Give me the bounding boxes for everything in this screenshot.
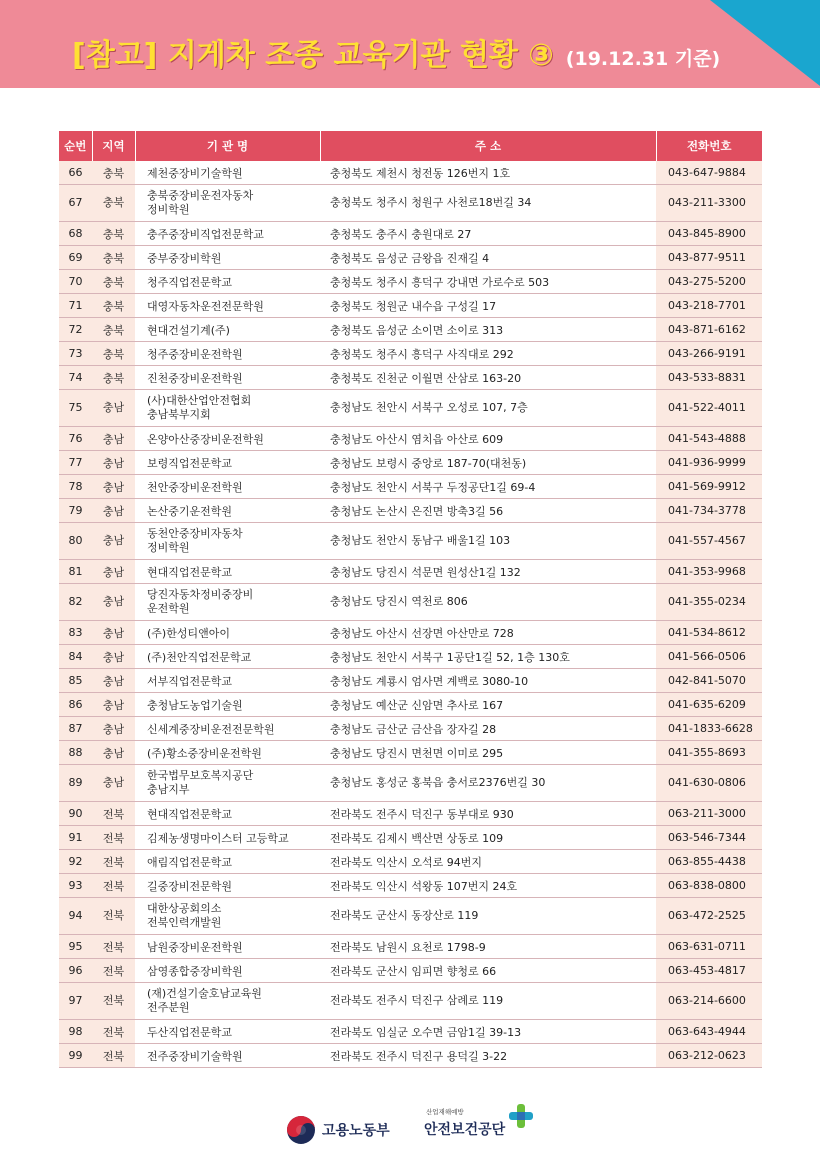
row-phone: 041-635-6209 [656,693,762,717]
row-institution-name: 두산직업전문학교 [135,1020,320,1044]
table-row [59,584,762,621]
row-region: 충북 [92,366,135,390]
row-institution-name: 보령직업전문학교 [135,451,320,475]
row-institution-name: 서부직업전문학교 [135,669,320,693]
row-region: 충남 [92,451,135,475]
row-number: 76 [59,427,92,451]
kosha-subtitle: 산업재해예방 [426,1108,464,1116]
row-phone: 063-212-0623 [656,1044,762,1068]
row-number: 74 [59,366,92,390]
footer [0,1105,820,1159]
row-address: 충청남도 아산시 선장면 아산만로 728 [320,621,656,645]
row-institution-name: 제천중장비기술학원 [135,161,320,185]
row-number: 89 [59,765,92,802]
date-note: (19.12.31 기준) [565,48,721,70]
row-region: 충남 [92,427,135,451]
row-phone: 063-214-6600 [656,983,762,1020]
row-number: 88 [59,741,92,765]
row-address: 전라북도 김제시 백산면 상동로 109 [320,826,656,850]
row-number: 66 [59,161,92,185]
row-region: 전북 [92,983,135,1020]
row-region: 전북 [92,1044,135,1068]
row-region: 충북 [92,161,135,185]
col-header-address: 주 소 [320,131,656,161]
row-number: 79 [59,499,92,523]
row-address: 충청남도 홍성군 홍북읍 충서로2376번길 30 [320,765,656,802]
row-institution-name: 현대직업전문학교 [135,802,320,826]
col-header-no: 순번 [59,131,92,161]
col-header-name: 기 관 명 [135,131,320,161]
table-row [59,959,762,983]
row-address: 충청남도 예산군 신암면 추사로 167 [320,693,656,717]
row-number: 84 [59,645,92,669]
corner-accent [710,0,820,86]
row-address: 전라북도 군산시 임피면 향청로 66 [320,959,656,983]
row-address: 전라북도 전주시 덕진구 용덕길 3-22 [320,1044,656,1068]
row-phone: 043-533-8831 [656,366,762,390]
row-phone: 043-211-3300 [656,185,762,222]
row-institution-name: 김제농생명마이스터 고등학교 [135,826,320,850]
row-number: 95 [59,935,92,959]
row-phone: 042-841-5070 [656,669,762,693]
row-phone: 063-643-4944 [656,1020,762,1044]
row-institution-name: 온양아산중장비운전학원 [135,427,320,451]
row-address: 충청남도 천안시 서북구 1공단1길 52, 1층 130호 [320,645,656,669]
row-region: 충남 [92,560,135,584]
row-address: 충청남도 금산군 금산읍 장자길 28 [320,717,656,741]
row-institution-name: (주)황소중장비운전학원 [135,741,320,765]
row-institution-name: 남원중장비운전학원 [135,935,320,959]
row-number: 93 [59,874,92,898]
row-institution-name: 진천중장비운전학원 [135,366,320,390]
row-region: 충북 [92,222,135,246]
col-header-region: 지역 [92,131,135,161]
row-address: 충청북도 청주시 청원구 사천로18번길 34 [320,185,656,222]
row-number: 99 [59,1044,92,1068]
row-region: 충남 [92,645,135,669]
table-row [59,645,762,669]
row-region: 전북 [92,874,135,898]
row-number: 90 [59,802,92,826]
row-address: 충청북도 충주시 충원대로 27 [320,222,656,246]
row-number: 67 [59,185,92,222]
row-region: 전북 [92,898,135,935]
row-region: 충남 [92,741,135,765]
row-region: 충남 [92,499,135,523]
table-row [59,826,762,850]
row-phone: 063-211-3000 [656,802,762,826]
row-phone: 063-631-0711 [656,935,762,959]
page-title: [참고] 지게차 조종 교육기관 현황 ③ [72,38,554,73]
row-institution-name: 청주직업전문학교 [135,270,320,294]
row-number: 87 [59,717,92,741]
row-phone: 041-566-0506 [656,645,762,669]
row-phone: 063-453-4817 [656,959,762,983]
moel-emblem-icon [286,1115,316,1145]
row-address: 충청남도 천안시 동남구 배울1길 103 [320,523,656,560]
row-region: 전북 [92,935,135,959]
row-region: 충남 [92,765,135,802]
institution-table [59,131,762,1068]
row-institution-name: 한국법무보호복지공단 충남지부 [135,765,320,802]
row-region: 충남 [92,390,135,427]
row-address: 충청남도 천안시 서북구 오성로 107, 7층 [320,390,656,427]
row-number: 68 [59,222,92,246]
row-institution-name: 논산중기운전학원 [135,499,320,523]
row-phone: 041-543-4888 [656,427,762,451]
row-number: 94 [59,898,92,935]
row-region: 전북 [92,826,135,850]
table-row [59,1020,762,1044]
row-phone: 043-275-5200 [656,270,762,294]
table-header-row [59,131,762,161]
row-address: 충청북도 청주시 흥덕구 사직대로 292 [320,342,656,366]
row-region: 충북 [92,318,135,342]
row-address: 전라북도 전주시 덕진구 삼례로 119 [320,983,656,1020]
row-region: 전북 [92,959,135,983]
row-region: 전북 [92,850,135,874]
row-address: 전라북도 남원시 요천로 1798-9 [320,935,656,959]
row-address: 전라북도 익산시 오석로 94번지 [320,850,656,874]
table-row [59,294,762,318]
row-phone: 041-534-8612 [656,621,762,645]
table-row [59,669,762,693]
table-row [59,270,762,294]
row-address: 충청북도 음성군 금왕읍 진재길 4 [320,246,656,270]
col-header-phone: 전화번호 [656,131,762,161]
row-number: 70 [59,270,92,294]
row-institution-name: 현대직업전문학교 [135,560,320,584]
row-phone: 041-1833-6628 [656,717,762,741]
row-phone: 043-877-9511 [656,246,762,270]
row-address: 충청남도 당진시 면천면 이미로 295 [320,741,656,765]
row-number: 81 [59,560,92,584]
row-number: 77 [59,451,92,475]
table-row [59,451,762,475]
table-body [59,161,762,1068]
table-row [59,717,762,741]
table-row [59,499,762,523]
row-address: 충청남도 논산시 은진면 방축3길 56 [320,499,656,523]
row-address: 충청북도 진천군 이월면 산삼로 163-20 [320,366,656,390]
row-phone: 041-569-9912 [656,475,762,499]
row-institution-name: 충청남도농업기술원 [135,693,320,717]
row-number: 82 [59,584,92,621]
row-address: 충청북도 음성군 소이면 소이로 313 [320,318,656,342]
table-row [59,246,762,270]
row-number: 92 [59,850,92,874]
row-address: 전라북도 전주시 덕진구 동부대로 930 [320,802,656,826]
row-number: 75 [59,390,92,427]
row-number: 69 [59,246,92,270]
row-region: 충남 [92,621,135,645]
table-row [59,874,762,898]
table-row [59,1044,762,1068]
row-phone: 041-355-8693 [656,741,762,765]
row-phone: 043-218-7701 [656,294,762,318]
row-phone: 043-871-6162 [656,318,762,342]
row-region: 충남 [92,669,135,693]
table-row [59,560,762,584]
row-phone: 063-472-2525 [656,898,762,935]
table-row [59,475,762,499]
row-phone: 041-936-9999 [656,451,762,475]
row-phone: 043-266-9191 [656,342,762,366]
table-row [59,342,762,366]
row-institution-name: 애림직업전문학교 [135,850,320,874]
row-institution-name: 청주중장비운전학원 [135,342,320,366]
row-address: 충청남도 아산시 염치읍 아산로 609 [320,427,656,451]
row-address: 전라북도 임실군 오수면 금암1길 39-13 [320,1020,656,1044]
row-address: 전라북도 군산시 동장산로 119 [320,898,656,935]
row-institution-name: 충주중장비직업전문학교 [135,222,320,246]
table-row [59,741,762,765]
row-institution-name: 대영자동차운전전문학원 [135,294,320,318]
row-address: 충청북도 청원군 내수읍 구성길 17 [320,294,656,318]
row-number: 73 [59,342,92,366]
row-institution-name: (재)건설기술호남교육원 전주분원 [135,983,320,1020]
moel-logo [286,1115,390,1145]
row-institution-name: (주)천안직업전문학교 [135,645,320,669]
row-address: 충청남도 천안시 서북구 두정공단1길 69-4 [320,475,656,499]
row-region: 전북 [92,1020,135,1044]
row-region: 충남 [92,523,135,560]
table-row [59,621,762,645]
table-row [59,898,762,935]
row-phone: 041-353-9968 [656,560,762,584]
row-institution-name: 전주중장비기술학원 [135,1044,320,1068]
row-region: 충북 [92,185,135,222]
row-phone: 041-557-4567 [656,523,762,560]
row-phone: 043-845-8900 [656,222,762,246]
table-row [59,935,762,959]
row-address: 충청남도 계룡시 엄사면 계백로 3080-10 [320,669,656,693]
row-region: 충남 [92,475,135,499]
row-institution-name: 동천안중장비자동차 정비학원 [135,523,320,560]
table-row [59,802,762,826]
table-row [59,161,762,185]
row-address: 충청북도 청주시 흥덕구 강내면 가로수로 503 [320,270,656,294]
row-region: 충북 [92,246,135,270]
moel-label: 고용노동부 [322,1123,390,1139]
row-address: 충청남도 보령시 중앙로 187-70(대천동) [320,451,656,475]
row-institution-name: 중부중장비학원 [135,246,320,270]
table-row [59,222,762,246]
table-row [59,523,762,560]
row-number: 86 [59,693,92,717]
row-number: 96 [59,959,92,983]
row-institution-name: 길중장비전문학원 [135,874,320,898]
row-region: 충북 [92,270,135,294]
row-region: 충남 [92,717,135,741]
row-phone: 063-838-0800 [656,874,762,898]
row-region: 충북 [92,294,135,318]
table-row [59,318,762,342]
table-row [59,765,762,802]
row-number: 78 [59,475,92,499]
row-address: 충청북도 제천시 청전동 126번지 1호 [320,161,656,185]
row-phone: 043-647-9884 [656,161,762,185]
row-institution-name: 천안중장비운전학원 [135,475,320,499]
page-title-group [72,30,720,74]
table-row [59,390,762,427]
row-number: 85 [59,669,92,693]
row-phone: 063-546-7344 [656,826,762,850]
table-row [59,427,762,451]
row-institution-name: 삼영종합중장비학원 [135,959,320,983]
row-phone: 041-355-0234 [656,584,762,621]
row-institution-name: (주)한성티앤아이 [135,621,320,645]
row-number: 80 [59,523,92,560]
row-number: 91 [59,826,92,850]
row-institution-name: (사)대한산업안전협회 충남북부지회 [135,390,320,427]
row-number: 83 [59,621,92,645]
row-number: 71 [59,294,92,318]
row-institution-name: 신세계중장비운전전문학원 [135,717,320,741]
table-row [59,983,762,1020]
row-address: 충청남도 당진시 역천로 806 [320,584,656,621]
row-institution-name: 충북중장비운전자동차 정비학원 [135,185,320,222]
row-phone: 041-630-0806 [656,765,762,802]
row-institution-name: 현대건설기계(주) [135,318,320,342]
row-address: 전라북도 익산시 석왕동 107번지 24호 [320,874,656,898]
row-institution-name: 당진자동차정비중장비 운전학원 [135,584,320,621]
row-region: 충남 [92,584,135,621]
row-region: 충남 [92,693,135,717]
row-region: 충북 [92,342,135,366]
row-address: 충청남도 당진시 석문면 원성산1길 132 [320,560,656,584]
table-row [59,185,762,222]
row-region: 전북 [92,802,135,826]
table-row [59,693,762,717]
row-number: 97 [59,983,92,1020]
row-number: 98 [59,1020,92,1044]
row-number: 72 [59,318,92,342]
row-phone: 063-855-4438 [656,850,762,874]
row-phone: 041-734-3778 [656,499,762,523]
table-row [59,366,762,390]
row-phone: 041-522-4011 [656,390,762,427]
kosha-cross-icon [508,1103,534,1129]
kosha-label: 안전보건공단 [424,1122,506,1138]
row-institution-name: 대한상공회의소 전북인력개발원 [135,898,320,935]
table-row [59,850,762,874]
